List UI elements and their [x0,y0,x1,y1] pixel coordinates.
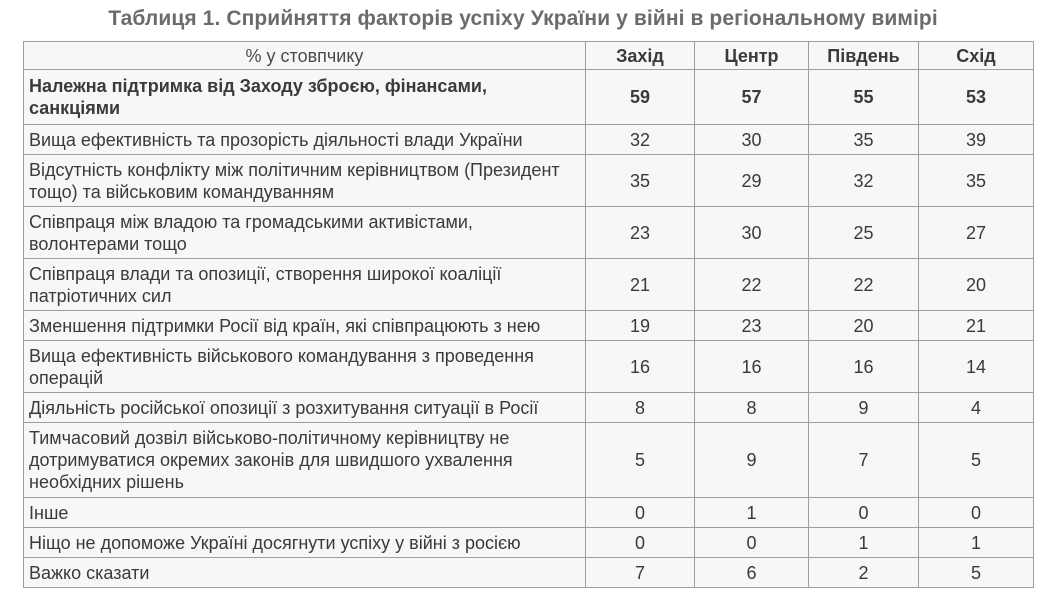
row-label: Важко сказати [24,558,586,588]
cell-center: 0 [695,528,809,558]
cell-south: 35 [809,125,919,155]
table-row [24,155,1034,207]
cell-south: 22 [809,259,919,311]
column-header-east: Схід [919,42,1034,70]
cell-center: 8 [695,393,809,423]
cell-west: 59 [586,70,695,125]
row-label: Відсутність конфлікту між політичним керівництвом (Президент тощо) та військовим командуванням [24,155,586,207]
table-row [24,207,1034,259]
cell-south: 25 [809,207,919,259]
table-row [24,125,1034,155]
cell-west: 16 [586,341,695,393]
cell-south: 32 [809,155,919,207]
cell-west: 0 [586,528,695,558]
cell-west: 7 [586,558,695,588]
table-row [24,498,1034,528]
cell-west: 0 [586,498,695,528]
cell-center: 30 [695,125,809,155]
row-label: Ніщо не допоможе Україні досягнути успіху у війні з росією [24,528,586,558]
cell-center: 9 [695,423,809,498]
row-label: Співпраця влади та опозиції, створення широкої коаліції патріотичних сил [24,259,586,311]
table-row [24,423,1034,498]
cell-west: 8 [586,393,695,423]
cell-east: 4 [919,393,1034,423]
cell-west: 5 [586,423,695,498]
cell-west: 21 [586,259,695,311]
cell-south: 20 [809,311,919,341]
table-row [24,558,1034,588]
cell-south: 55 [809,70,919,125]
row-label: Належна підтримка від Заходу зброєю, фінансами, санкціями [24,70,586,125]
cell-east: 0 [919,498,1034,528]
table-row [24,393,1034,423]
table-title: Таблиця 1. Сприйняття факторів успіху України у війні в регіональному вимірі [108,7,938,30]
cell-east: 5 [919,423,1034,498]
table-row [24,311,1034,341]
cell-south: 9 [809,393,919,423]
column-header-center: Центр [695,42,809,70]
cell-south: 0 [809,498,919,528]
table-row [24,341,1034,393]
cell-center: 6 [695,558,809,588]
cell-west: 19 [586,311,695,341]
cell-center: 1 [695,498,809,528]
row-label: Інше [24,498,586,528]
cell-south: 16 [809,341,919,393]
row-label: Тимчасовий дозвіл військово-політичному керівництву не дотримуватися окремих законів для швидшого ухвалення необхідних рішень [24,423,586,498]
cell-center: 29 [695,155,809,207]
cell-east: 5 [919,558,1034,588]
cell-east: 1 [919,528,1034,558]
cell-east: 20 [919,259,1034,311]
row-label: Співпраця між владою та громадськими активістами, волонтерами тощо [24,207,586,259]
cell-south: 2 [809,558,919,588]
table-row [24,528,1034,558]
cell-south: 1 [809,528,919,558]
column-header-label: % у стовпчику [24,42,586,70]
cell-west: 35 [586,155,695,207]
cell-east: 27 [919,207,1034,259]
cell-center: 30 [695,207,809,259]
cell-center: 23 [695,311,809,341]
cell-west: 32 [586,125,695,155]
cell-center: 22 [695,259,809,311]
cell-center: 57 [695,70,809,125]
table-header-row [24,42,1034,70]
cell-center: 16 [695,341,809,393]
row-label: Вища ефективність військового командування з проведення операцій [24,341,586,393]
cell-east: 35 [919,155,1034,207]
row-label: Зменшення підтримки Росії від країн, які співпрацюють з нею [24,311,586,341]
cell-east: 39 [919,125,1034,155]
table-row [24,70,1034,125]
table-row [24,259,1034,311]
cell-east: 14 [919,341,1034,393]
cell-west: 23 [586,207,695,259]
regional-factors-table [23,41,1034,588]
cell-south: 7 [809,423,919,498]
cell-east: 53 [919,70,1034,125]
column-header-south: Південь [809,42,919,70]
row-label: Діяльність російської опозиції з розхитування ситуації в Росії [24,393,586,423]
column-header-west: Захід [586,42,695,70]
row-label: Вища ефективність та прозорість діяльності влади України [24,125,586,155]
cell-east: 21 [919,311,1034,341]
